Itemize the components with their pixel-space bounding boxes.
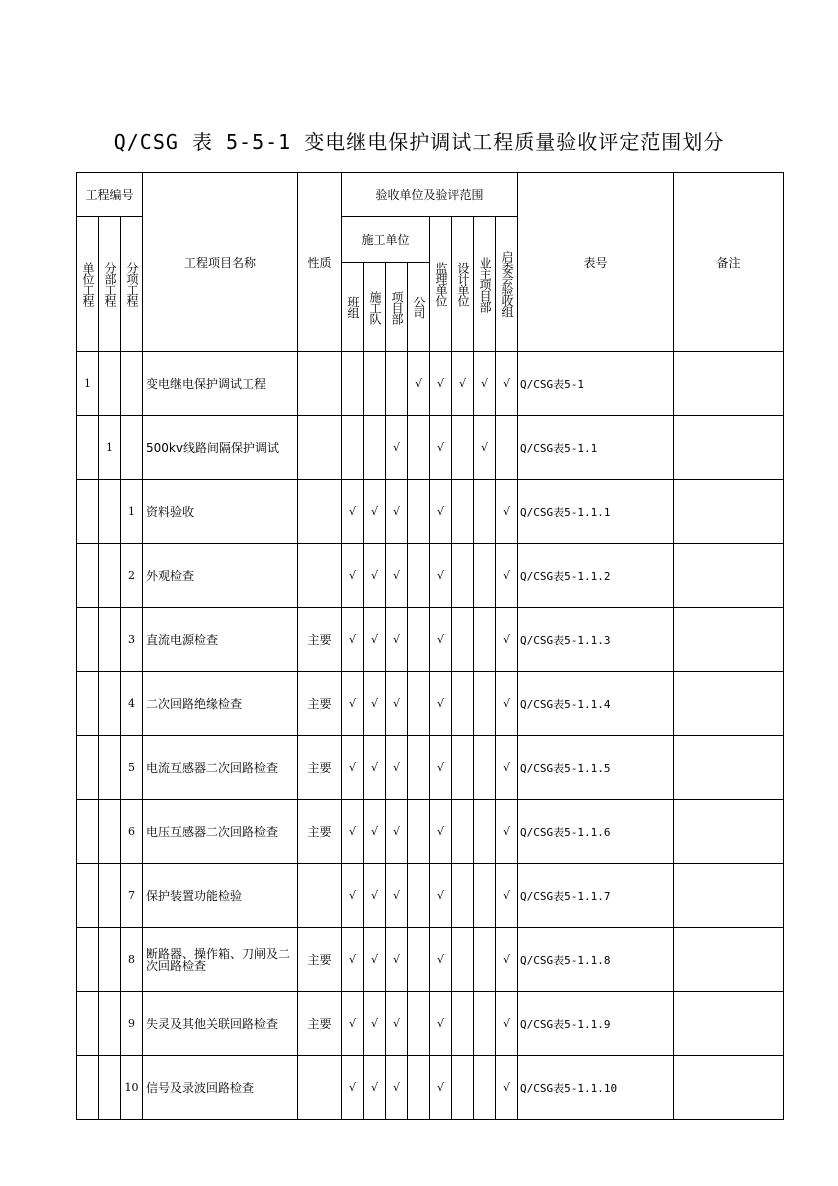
- check-mark-icon: √: [496, 352, 518, 416]
- division-cell: [99, 1056, 121, 1120]
- header-supervision: 监理单位: [434, 262, 448, 306]
- check-mark-icon: √: [386, 1056, 408, 1120]
- nature-cell: 主要: [298, 608, 342, 672]
- header-project-dept: 项目部: [390, 290, 404, 324]
- nature-cell: [298, 1056, 342, 1120]
- table-row: [77, 608, 784, 672]
- check-cell: [408, 672, 430, 736]
- project-name-cell: 500kv线路间隔保护调试: [143, 416, 298, 480]
- check-mark-icon: √: [342, 736, 364, 800]
- nature-cell: [298, 864, 342, 928]
- check-mark-icon: √: [364, 544, 386, 608]
- check-cell: [408, 480, 430, 544]
- acceptance-scope-table: [76, 172, 784, 1120]
- item-cell: 4: [121, 672, 143, 736]
- item-cell: 2: [121, 544, 143, 608]
- nature-cell: [298, 352, 342, 416]
- check-mark-icon: √: [430, 480, 452, 544]
- page-title: Q/CSG 表 5-5-1 变电继电保护调试工程质量验收评定范围划分: [113, 130, 725, 154]
- unit-cell: [77, 480, 99, 544]
- check-mark-icon: √: [430, 800, 452, 864]
- item-cell: [121, 416, 143, 480]
- check-mark-icon: √: [496, 736, 518, 800]
- project-name-cell: 电流互感器二次回路检查: [143, 736, 298, 800]
- division-cell: [99, 480, 121, 544]
- form-no-cell: Q/CSG表5-1: [518, 352, 674, 416]
- check-cell: [452, 864, 474, 928]
- division-cell: 1: [99, 416, 121, 480]
- division-cell: [99, 800, 121, 864]
- check-mark-icon: √: [364, 736, 386, 800]
- check-mark-icon: √: [474, 416, 496, 480]
- item-cell: 3: [121, 608, 143, 672]
- table-row: [77, 1056, 784, 1120]
- check-cell: [474, 544, 496, 608]
- check-cell: [452, 416, 474, 480]
- check-cell: [474, 672, 496, 736]
- check-cell: [452, 480, 474, 544]
- check-mark-icon: √: [364, 672, 386, 736]
- check-mark-icon: √: [496, 480, 518, 544]
- check-cell: [408, 736, 430, 800]
- project-name-cell: 失灵及其他关联回路检查: [143, 992, 298, 1056]
- check-mark-icon: √: [496, 864, 518, 928]
- check-mark-icon: √: [342, 672, 364, 736]
- remarks-cell: [674, 480, 784, 544]
- division-cell: [99, 544, 121, 608]
- nature-cell: [298, 480, 342, 544]
- project-name-cell: 信号及录波回路检查: [143, 1056, 298, 1120]
- header-committee: 启委会验收组: [500, 251, 514, 317]
- nature-cell: 主要: [298, 800, 342, 864]
- unit-cell: [77, 800, 99, 864]
- table-row: [77, 736, 784, 800]
- check-mark-icon: √: [430, 928, 452, 992]
- check-cell: [474, 928, 496, 992]
- check-mark-icon: √: [496, 928, 518, 992]
- check-mark-icon: √: [342, 800, 364, 864]
- remarks-cell: [674, 416, 784, 480]
- remarks-cell: [674, 544, 784, 608]
- unit-cell: [77, 864, 99, 928]
- nature-cell: 主要: [298, 672, 342, 736]
- check-mark-icon: √: [386, 864, 408, 928]
- project-name-cell: 二次回路绝缘检查: [143, 672, 298, 736]
- table-row: [77, 928, 784, 992]
- unit-cell: [77, 992, 99, 1056]
- check-cell: [364, 352, 386, 416]
- check-cell: [474, 608, 496, 672]
- check-mark-icon: √: [496, 608, 518, 672]
- form-no-cell: Q/CSG表5-1.1: [518, 416, 674, 480]
- check-mark-icon: √: [386, 800, 408, 864]
- check-mark-icon: √: [386, 480, 408, 544]
- unit-cell: [77, 1056, 99, 1120]
- check-mark-icon: √: [452, 352, 474, 416]
- remarks-cell: [674, 672, 784, 736]
- check-mark-icon: √: [430, 992, 452, 1056]
- check-cell: [408, 992, 430, 1056]
- unit-cell: [77, 416, 99, 480]
- check-mark-icon: √: [386, 992, 408, 1056]
- check-cell: [452, 672, 474, 736]
- check-cell: [342, 416, 364, 480]
- check-cell: [474, 480, 496, 544]
- check-mark-icon: √: [408, 352, 430, 416]
- remarks-cell: [674, 992, 784, 1056]
- item-cell: 5: [121, 736, 143, 800]
- item-cell: 6: [121, 800, 143, 864]
- check-mark-icon: √: [430, 672, 452, 736]
- form-no-cell: Q/CSG表5-1.1.5: [518, 736, 674, 800]
- check-mark-icon: √: [430, 416, 452, 480]
- remarks-cell: [674, 800, 784, 864]
- header-construction: 施工单位: [342, 217, 430, 263]
- item-cell: 1: [121, 480, 143, 544]
- item-cell: 9: [121, 992, 143, 1056]
- form-no-cell: Q/CSG表5-1.1.2: [518, 544, 674, 608]
- check-cell: [364, 416, 386, 480]
- header-unit: 单位工程: [81, 262, 95, 306]
- remarks-cell: [674, 352, 784, 416]
- project-name-cell: 直流电源检查: [143, 608, 298, 672]
- check-mark-icon: √: [342, 928, 364, 992]
- check-cell: [452, 1056, 474, 1120]
- remarks-cell: [674, 1056, 784, 1120]
- form-no-cell: Q/CSG表5-1.1.7: [518, 864, 674, 928]
- division-cell: [99, 608, 121, 672]
- division-cell: [99, 864, 121, 928]
- check-cell: [408, 544, 430, 608]
- check-cell: [408, 928, 430, 992]
- project-name-cell: 资料验收: [143, 480, 298, 544]
- header-nature: 性质: [298, 173, 342, 352]
- check-mark-icon: √: [496, 544, 518, 608]
- check-mark-icon: √: [496, 672, 518, 736]
- item-cell: 8: [121, 928, 143, 992]
- division-cell: [99, 928, 121, 992]
- form-no-cell: Q/CSG表5-1.1.6: [518, 800, 674, 864]
- check-cell: [408, 416, 430, 480]
- check-mark-icon: √: [342, 480, 364, 544]
- check-mark-icon: √: [496, 1056, 518, 1120]
- nature-cell: 主要: [298, 736, 342, 800]
- unit-cell: [77, 928, 99, 992]
- form-no-cell: Q/CSG表5-1.1.10: [518, 1056, 674, 1120]
- nature-cell: 主要: [298, 992, 342, 1056]
- check-cell: [452, 608, 474, 672]
- check-cell: [386, 352, 408, 416]
- check-cell: [474, 992, 496, 1056]
- check-mark-icon: √: [430, 608, 452, 672]
- check-mark-icon: √: [364, 1056, 386, 1120]
- project-name-cell: 电压互感器二次回路检查: [143, 800, 298, 864]
- check-mark-icon: √: [364, 480, 386, 544]
- check-mark-icon: √: [342, 864, 364, 928]
- check-cell: [452, 992, 474, 1056]
- division-cell: [99, 672, 121, 736]
- header-team: 班组: [346, 296, 360, 318]
- header-company: 公司: [412, 296, 426, 318]
- table-row: [77, 800, 784, 864]
- form-no-cell: Q/CSG表5-1.1.1: [518, 480, 674, 544]
- check-mark-icon: √: [364, 800, 386, 864]
- check-cell: [408, 1056, 430, 1120]
- check-cell: [452, 800, 474, 864]
- check-mark-icon: √: [342, 544, 364, 608]
- check-mark-icon: √: [386, 608, 408, 672]
- remarks-cell: [674, 608, 784, 672]
- header-crew: 施工队: [368, 290, 382, 324]
- check-mark-icon: √: [364, 928, 386, 992]
- unit-cell: [77, 672, 99, 736]
- remarks-cell: [674, 736, 784, 800]
- project-name-cell: 断路器、操作箱、刀闸及二次回路检查: [143, 928, 298, 992]
- check-mark-icon: √: [430, 544, 452, 608]
- check-cell: [408, 608, 430, 672]
- remarks-cell: [674, 864, 784, 928]
- unit-cell: [77, 736, 99, 800]
- check-mark-icon: √: [364, 864, 386, 928]
- check-cell: [452, 928, 474, 992]
- check-mark-icon: √: [496, 800, 518, 864]
- table-row: [77, 416, 784, 480]
- unit-cell: [77, 544, 99, 608]
- check-cell: [342, 352, 364, 416]
- header-project-code: 工程编号: [77, 173, 143, 217]
- table-row: [77, 864, 784, 928]
- header-form-no: 表号: [518, 173, 674, 352]
- table-row: [77, 480, 784, 544]
- check-cell: [452, 736, 474, 800]
- nature-cell: [298, 544, 342, 608]
- check-mark-icon: √: [430, 352, 452, 416]
- check-cell: [496, 416, 518, 480]
- check-cell: [474, 1056, 496, 1120]
- item-cell: 10: [121, 1056, 143, 1120]
- header-design: 设计单位: [456, 262, 470, 306]
- check-mark-icon: √: [386, 928, 408, 992]
- check-mark-icon: √: [430, 864, 452, 928]
- table-row: [77, 992, 784, 1056]
- header-remarks: 备注: [674, 173, 784, 352]
- check-cell: [408, 864, 430, 928]
- check-mark-icon: √: [364, 992, 386, 1056]
- table-row: [77, 544, 784, 608]
- header-division: 分部工程: [103, 262, 117, 306]
- check-mark-icon: √: [474, 352, 496, 416]
- project-name-cell: 变电继电保护调试工程: [143, 352, 298, 416]
- check-mark-icon: √: [430, 1056, 452, 1120]
- check-mark-icon: √: [342, 1056, 364, 1120]
- header-name: 工程项目名称: [143, 173, 298, 352]
- unit-cell: [77, 608, 99, 672]
- header-owner: 业主项目部: [478, 256, 492, 312]
- division-cell: [99, 352, 121, 416]
- nature-cell: 主要: [298, 928, 342, 992]
- header-item: 分项工程: [125, 262, 139, 306]
- form-no-cell: Q/CSG表5-1.1.4: [518, 672, 674, 736]
- nature-cell: [298, 416, 342, 480]
- table-row: [77, 352, 784, 416]
- form-no-cell: Q/CSG表5-1.1.9: [518, 992, 674, 1056]
- table-row: [77, 672, 784, 736]
- check-cell: [474, 736, 496, 800]
- project-name-cell: 保护装置功能检验: [143, 864, 298, 928]
- check-mark-icon: √: [386, 736, 408, 800]
- check-mark-icon: √: [386, 416, 408, 480]
- remarks-cell: [674, 928, 784, 992]
- check-mark-icon: √: [342, 992, 364, 1056]
- unit-cell: 1: [77, 352, 99, 416]
- item-cell: 7: [121, 864, 143, 928]
- check-mark-icon: √: [386, 672, 408, 736]
- check-cell: [474, 864, 496, 928]
- check-mark-icon: √: [496, 992, 518, 1056]
- division-cell: [99, 736, 121, 800]
- check-mark-icon: √: [364, 608, 386, 672]
- check-cell: [474, 800, 496, 864]
- check-cell: [452, 544, 474, 608]
- check-mark-icon: √: [386, 544, 408, 608]
- header-scope: 验收单位及验评范围: [342, 173, 518, 217]
- check-mark-icon: √: [430, 736, 452, 800]
- item-cell: [121, 352, 143, 416]
- form-no-cell: Q/CSG表5-1.1.8: [518, 928, 674, 992]
- check-cell: [408, 800, 430, 864]
- form-no-cell: Q/CSG表5-1.1.3: [518, 608, 674, 672]
- project-name-cell: 外观检查: [143, 544, 298, 608]
- check-mark-icon: √: [342, 608, 364, 672]
- division-cell: [99, 992, 121, 1056]
